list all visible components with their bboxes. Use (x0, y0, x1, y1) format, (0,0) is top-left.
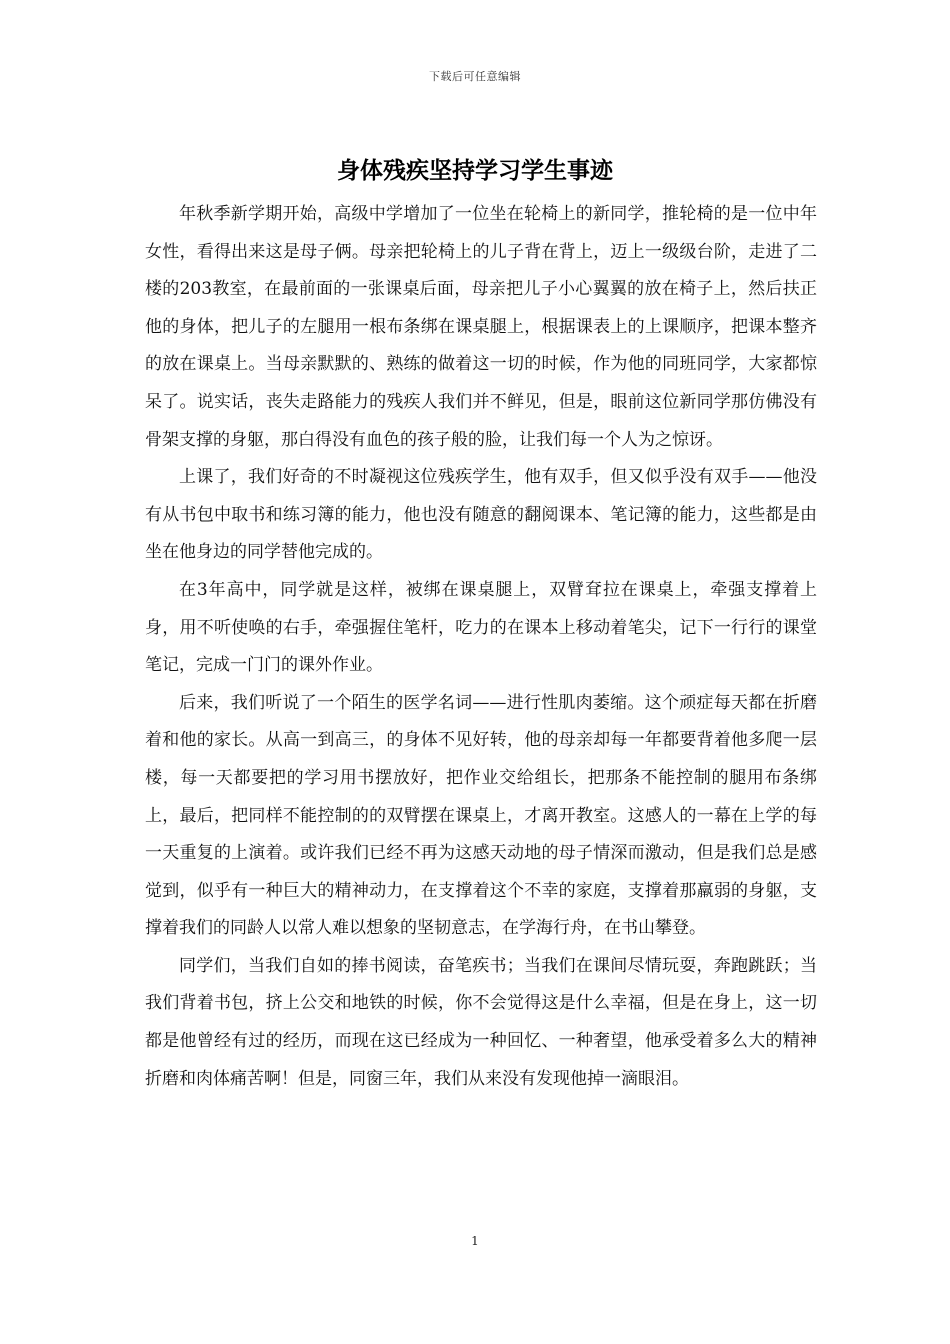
document-body (145, 196, 817, 1098)
page-number: 1 (471, 1234, 479, 1248)
header-note: 下载后可任意编辑 (429, 70, 521, 83)
document-title: 身体残疾坚持学习学生事迹 (337, 157, 613, 184)
paragraph-5: 同学们，当我们自如的捧书阅读，奋笔疾书；当我们在课间尽情玩耍，奔跑跳跃；当我们背着书包，挤上公交和地铁的时候，你不会觉得这是什么幸福，但是在身上，这一切都是他曾经有过的经历，而现在这已经成为一种回忆、一种奢望，他承受着多么大的精神折磨和肉体痛苦啊！但是，同窗三年，我们从来没有发现他掉一滴眼泪。 (145, 955, 817, 1089)
paragraph-1: 年秋季新学期开始，高级中学增加了一位坐在轮椅上的新同学，推轮椅的是一位中年女性，看得出来这是母子俩。母亲把轮椅上的儿子背在背上，迈上一级级台阶，走进了二楼的203教室，在最前面的一张课桌后面，母亲把儿子小心翼翼的放在椅子上，然后扶正他的身体，把儿子的左腿用一根布条绑在课桌腿上，根据课表上的上课顺序，把课本整齐的放在课桌上。当母亲默默的、熟练的做着这一切的时候，作为他的同班同学，大家都惊呆了。说实话，丧失走路能力的残疾人我们并不鲜见，但是，眼前这位新同学那仿佛没有骨架支撑的身躯，那白得没有血色的孩子般的脸，让我们每一个人为之惊讶。 (145, 204, 817, 450)
paragraph-3: 在3年高中，同学就是这样，被绑在课桌腿上，双臂耷拉在课桌上，牵强支撑着上身，用不听使唤的右手，牵强握住笔杆，吃力的在课本上移动着笔尖，记下一行行的课堂笔记，完成一门门的课外作业。 (145, 579, 817, 676)
paragraph-2: 上课了，我们好奇的不时凝视这位残疾学生，他有双手，但又似乎没有双手——他没有从书包中取书和练习簿的能力，他也没有随意的翻阅课本、笔记簿的能力，这些都是由坐在他身边的同学替他完成的。 (145, 467, 817, 563)
paragraph-4: 后来，我们听说了一个陌生的医学名词——进行性肌肉萎缩。这个顽症每天都在折磨着和他的家长。从高一到高三，的身体不见好转，他的母亲却每一年都要背着他多爬一层楼，每一天都要把的学习用书摆放好，把作业交给组长，把那条不能控制的腿用布条绑上，最后，把同样不能控制的的双臂摆在课桌上，才离开教室。这感人的一幕在上学的每一天重复的上演着。或许我们已经不再为这感天动地的母子情深而激动，但是我们总是感觉到，似乎有一种巨大的精神动力，在支撑着这个不幸的家庭，支撑着那羸弱的身躯，支撑着我们的同龄人以常人难以想象的坚韧意志，在学海行舟，在书山攀登。 (145, 692, 817, 939)
